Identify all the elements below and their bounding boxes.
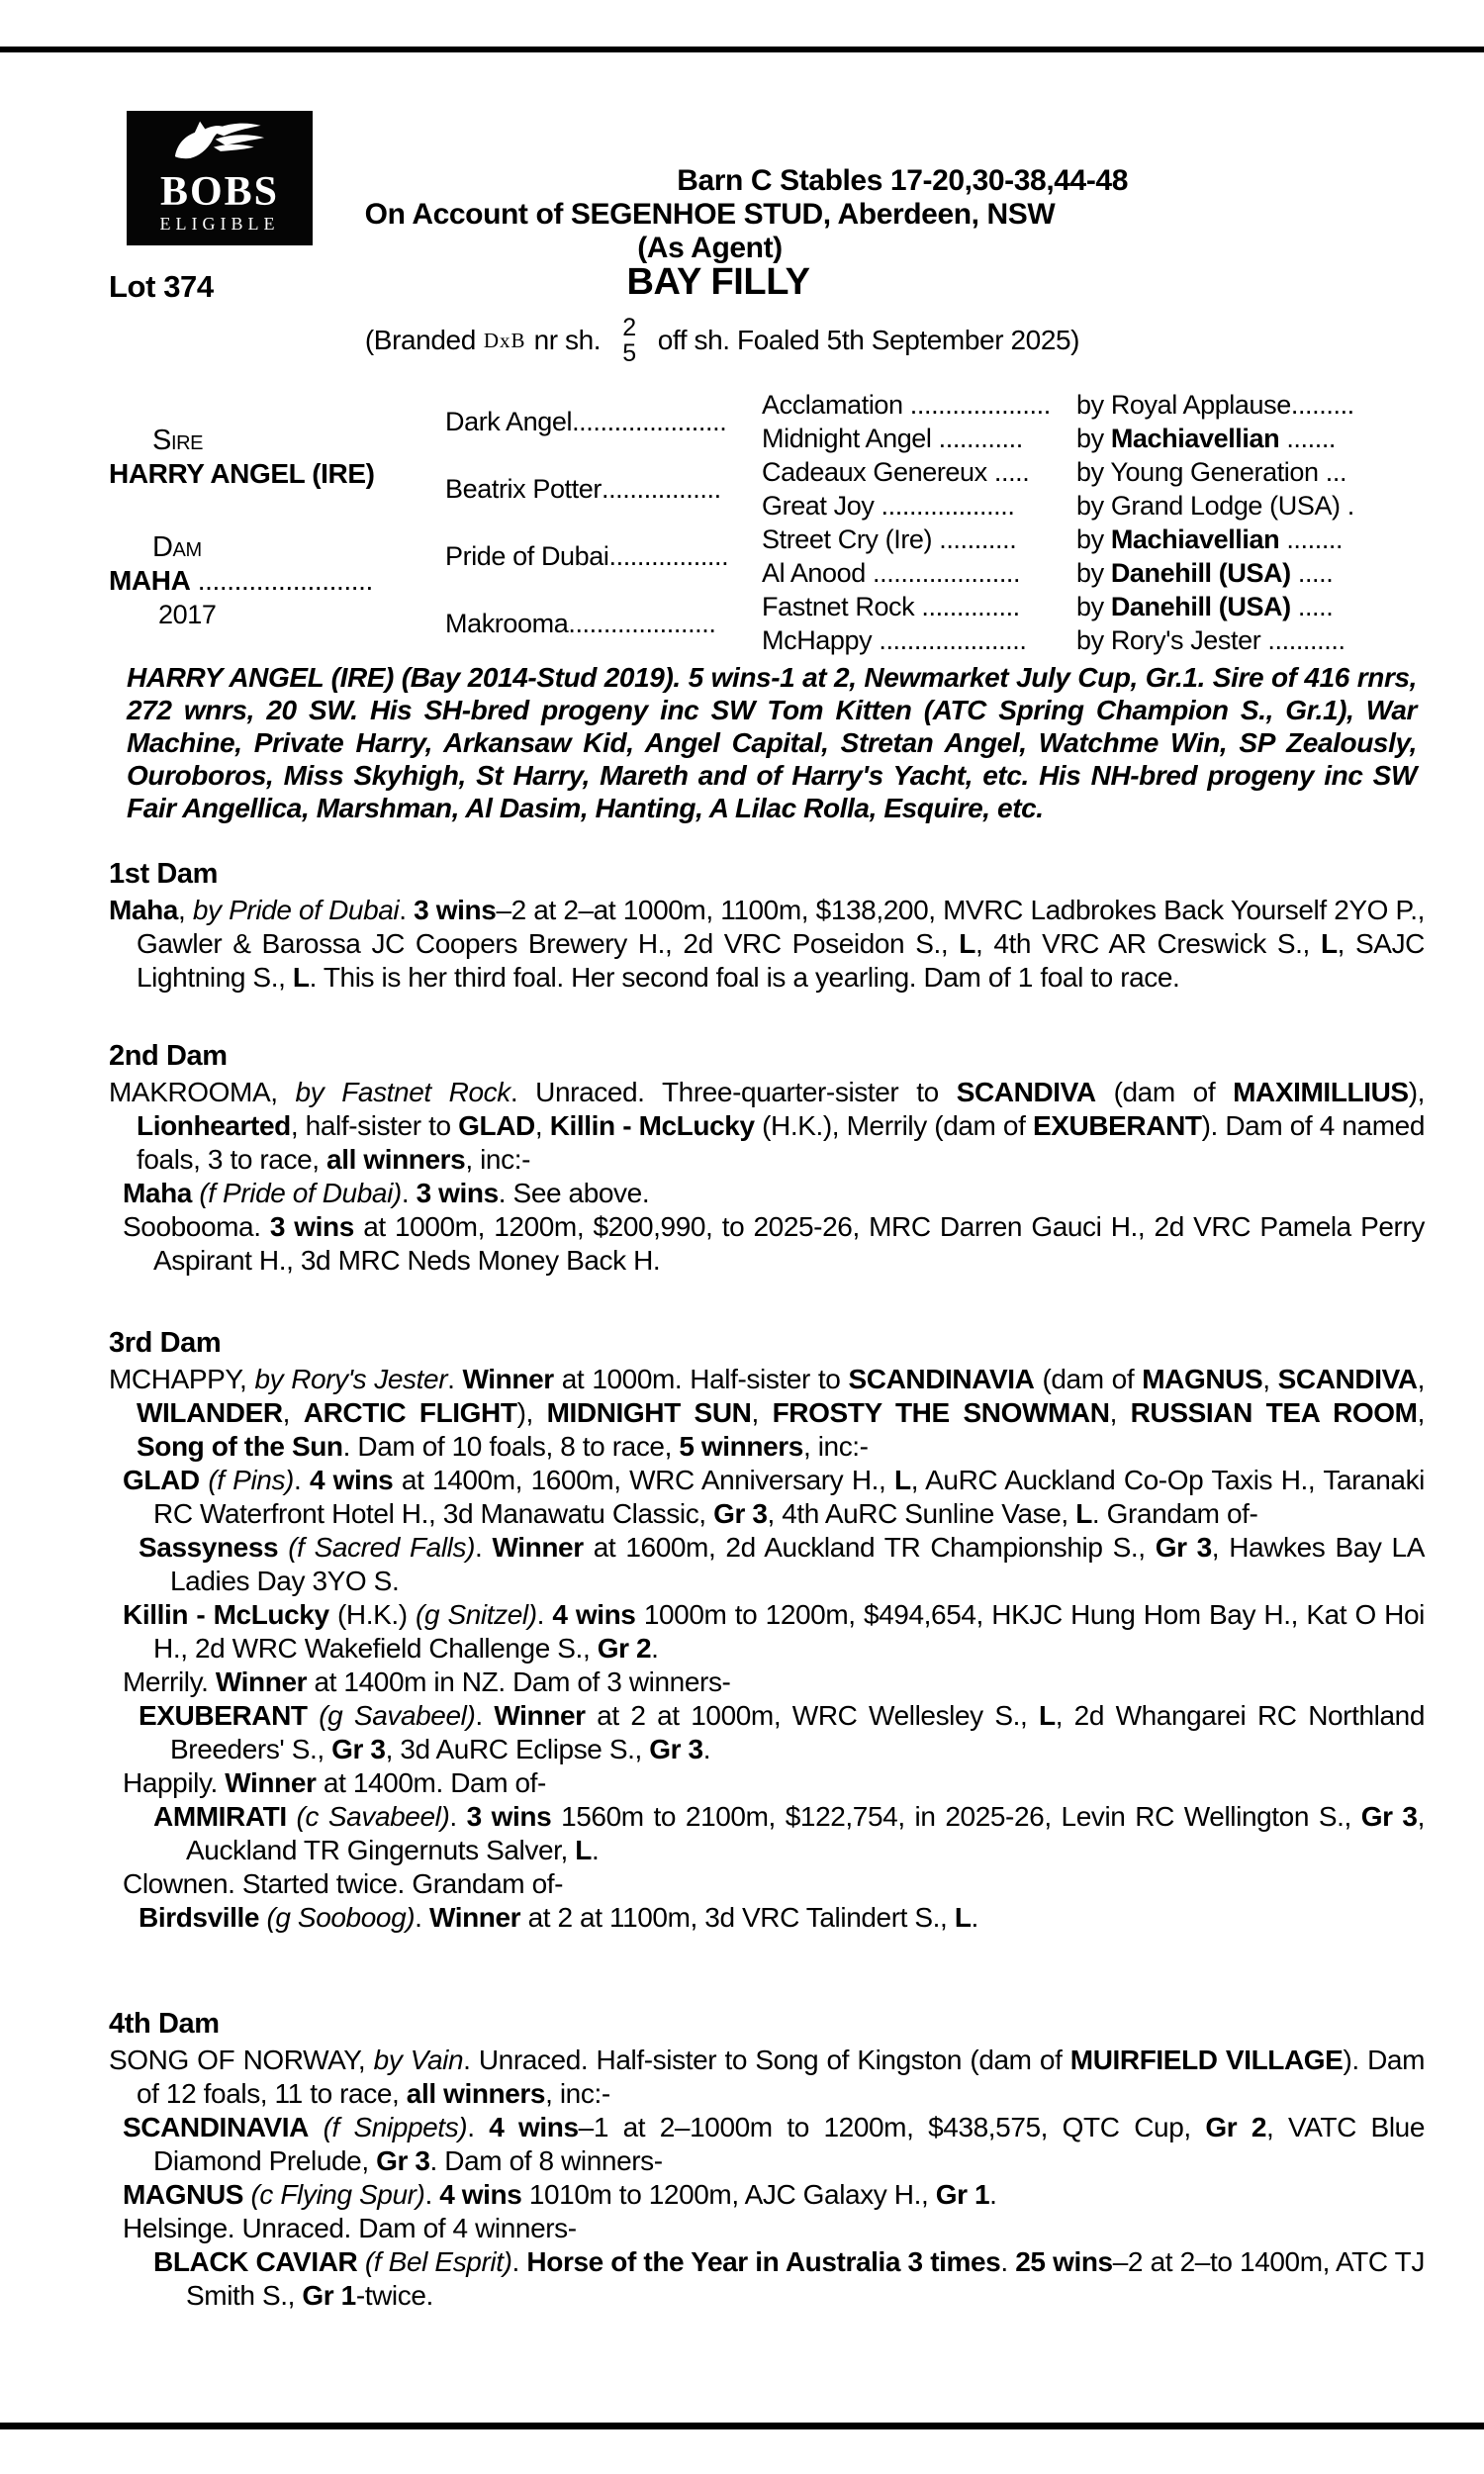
section-paragraphs xyxy=(109,1076,1425,1278)
catalog-paragraph: Happily. Winner at 1400m. Dam of- xyxy=(123,1767,546,1798)
section-heading: 1st Dam xyxy=(109,858,219,890)
pedigree-gen34-col xyxy=(762,388,1425,657)
pedigree-gen3-row xyxy=(762,590,1425,623)
pedigree-gen3-name: Al Anood ..................... xyxy=(762,558,1021,588)
pedigree-gen3-row xyxy=(762,556,1425,590)
dam-section-3 xyxy=(109,1326,1425,1935)
pedigree-table xyxy=(109,388,1425,657)
branded-line xyxy=(0,315,1444,366)
dam-block xyxy=(109,530,445,631)
dam-label: Dam xyxy=(152,531,202,563)
pedigree-gen3-name: McHappy ..................... xyxy=(762,625,1027,655)
pedigree-gen3-sire: by Young Generation ... xyxy=(1076,457,1347,487)
dam-name: MAHA ........................ xyxy=(109,565,373,596)
pedigree-gen3-name: Fastnet Rock .............. xyxy=(762,592,1020,621)
logo-subtitle: ELIGIBLE xyxy=(159,214,280,234)
branded-mid: nr sh. xyxy=(533,325,602,355)
pedigree-gen3-row xyxy=(762,455,1425,489)
catalog-paragraph: GLAD (f Pins). 4 wins at 1400m, 1600m, WRC Anniversary H., L, AuRC Auckland Co-Op Taxis H., Taranaki RC Waterfront Hotel H., 3d Manawatu Classic, Gr 3, 4th AuRC Sunline Vase, L. Grandam of- xyxy=(123,1465,1425,1529)
horse-title: BAY FILLY xyxy=(626,261,810,303)
pedigree-gen3-row xyxy=(762,489,1425,523)
brand-fraction-numerator: 2 xyxy=(622,314,636,341)
section-heading: 3rd Dam xyxy=(109,1327,222,1359)
pedigree-gen3-sire: by Danehill (USA) ..... xyxy=(1076,558,1334,588)
pedigree-gen2-row: Pride of Dubai ................. xyxy=(445,540,729,571)
pedigree-gen3-sire: by Grand Lodge (USA) . xyxy=(1076,491,1354,521)
barn-line: Barn C Stables 17-20,30-38,44-48 xyxy=(677,164,1128,197)
pedigree-gen3-name: Great Joy ................... xyxy=(762,491,1015,521)
horse-head-icon xyxy=(156,119,283,170)
pedigree-gen3-sire: by Rory's Jester ........... xyxy=(1076,625,1345,655)
catalog-paragraph: AMMIRATI (c Savabeel). 3 wins 1560m to 2100m, $122,754, in 2025-26, Levin RC Wellington S., Gr 3, Auckland TR Gingernuts Salver, L. xyxy=(153,1801,1425,1865)
agent-line: (As Agent) xyxy=(637,232,783,264)
pedigree-gen2-col xyxy=(445,388,757,657)
catalog-paragraph: SCANDINAVIA (f Snippets). 4 wins–1 at 2–1000m to 1200m, $438,575, QTC Cup, Gr 2, VATC Blue Diamond Prelude, Gr 3. Dam of 8 winners- xyxy=(123,2112,1425,2176)
catalog-paragraph: Killin - McLucky (H.K.) (g Snitzel). 4 wins 1000m to 1200m, $494,654, HKJC Hung Hom Bay H., Kat O Hoi H., 2d WRC Wakefield Challenge S., Gr 2. xyxy=(123,1599,1425,1664)
account-line: On Account of SEGENHOE STUD, Aberdeen, NSW xyxy=(364,198,1056,231)
brand-mark: DxB xyxy=(483,328,526,352)
section-heading: 2nd Dam xyxy=(109,1040,228,1072)
pedigree-gen3-row xyxy=(762,623,1425,657)
branded-suffix: off sh. Foaled 5th September 2025) xyxy=(657,325,1080,355)
pedigree-gen3-name: Acclamation .................... xyxy=(762,390,1051,420)
dam-section-2 xyxy=(109,1039,1425,1278)
catalog-paragraph: Merrily. Winner at 1400m in NZ. Dam of 3 winners- xyxy=(123,1666,731,1697)
pedigree-gen1-col xyxy=(109,388,445,657)
catalog-paragraph: MAKROOMA, by Fastnet Rock. Unraced. Three-quarter-sister to SCANDIVA (dam of MAXIMILLIUS), Lionhearted, half-sister to GLAD, Killin - McLucky (H.K.), Merrily (dam of EXUBERANT). Dam of 4 named foals, 3 to race, all winners, inc:- xyxy=(109,1077,1426,1175)
pedigree-gen3-sire: by Machiavellian ....... xyxy=(1076,424,1337,453)
section-paragraphs xyxy=(109,2044,1425,2313)
catalog-paragraph: Sassyness (f Sacred Falls). Winner at 1600m, 2d Auckland TR Championship S., Gr 3, Hawkes Bay LA Ladies Day 3YO S. xyxy=(139,1532,1426,1596)
section-paragraphs xyxy=(109,894,1425,995)
catalog-paragraph: BLACK CAVIAR (f Bel Esprit). Horse of the Year in Australia 3 times. 25 wins–2 at 2–to 1400m, ATC TJ Smith S., Gr 1-twice. xyxy=(153,2246,1425,2311)
catalog-paragraph: Birdsville (g Sooboog). Winner at 2 at 1100m, 3d VRC Talindert S., L. xyxy=(139,1902,978,1933)
catalog-paragraph: MCHAPPY, by Rory's Jester. Winner at 1000m. Half-sister to SCANDINAVIA (dam of MAGNUS, SCANDIVA, WILANDER, ARCTIC FLIGHT), MIDNIGHT SUN, FROSTY THE SNOWMAN, RUSSIAN TEA ROOM, Song of the Sun. Dam of 10 foals, 8 to race, 5 winners, inc:- xyxy=(109,1364,1425,1462)
sire-block xyxy=(109,424,445,491)
sire-label: Sire xyxy=(152,425,204,456)
pedigree-gen3-sire: by Machiavellian ........ xyxy=(1076,524,1344,554)
catalog-paragraph: EXUBERANT (g Savabeel). Winner at 2 at 1000m, WRC Wellesley S., L, 2d Whangarei RC Northland Breeders' S., Gr 3, 3d AuRC Eclipse S., Gr 3. xyxy=(139,1700,1425,1764)
bottom-rule xyxy=(0,2423,1484,2429)
pedigree-gen3-name: Midnight Angel ............ xyxy=(762,424,1023,453)
catalog-paragraph: Maha, by Pride of Dubai. 3 wins–2 at 2–at 1000m, 1100m, $138,200, MVRC Ladbrokes Back Yourself 2YO P., Gawler & Barossa JC Coopers Brewery H., 2d VRC Poseidon S., L, 4th VRC AR Creswick S., L, SAJC Lightning S., L. This is her third foal. Her second foal is a yearling. Dam of 1 foal to race. xyxy=(109,895,1426,993)
section-paragraphs xyxy=(109,1363,1425,1935)
catalog-paragraph: Helsinge. Unraced. Dam of 4 winners- xyxy=(123,2213,577,2243)
catalog-paragraph: Maha (f Pride of Dubai). 3 wins. See above. xyxy=(123,1178,650,1208)
pedigree-gen3-row xyxy=(762,523,1425,556)
sire-summary: HARRY ANGEL (IRE) (Bay 2014-Stud 2019). 5 wins-1 at 2, Newmarket July Cup, Gr.1. Sire of 416 rnrs, 272 wnrs, 20 SW. His SH-bred progeny inc SW Tom Kitten (ATC Spring Champion S., Gr.1), War Machine, Private Harry, Arkansaw Kid, Angel Capital, Stretan Angel, Watchme Win, SP Zealously, Ouroboros, Miss Skyhigh, St Harry, Mareth and of Harry's Yacht, etc. His NH-bred progeny inc SW Fair Angellica, Marshman, Al Dasim, Hanting, A Lilac Rolla, Esquire, etc. xyxy=(127,662,1417,823)
sire-name: HARRY ANGEL (IRE) xyxy=(109,458,375,489)
brand-fraction-denominator: 5 xyxy=(622,339,636,367)
section-heading: 4th Dam xyxy=(109,2008,220,2040)
pedigree-gen2-row: Makrooma ..................... xyxy=(445,608,716,638)
pedigree-gen3-sire: by Royal Applause......... xyxy=(1076,390,1354,420)
pedigree-gen3-sire: by Danehill (USA) ..... xyxy=(1076,592,1334,621)
top-rule xyxy=(0,47,1484,52)
pedigree-gen3-name: Cadeaux Genereux ..... xyxy=(762,457,1030,487)
lot-number: Lot 374 xyxy=(109,269,214,304)
pedigree-gen3-row xyxy=(762,388,1425,422)
catalog-paragraph: SONG OF NORWAY, by Vain. Unraced. Half-sister to Song of Kingston (dam of MUIRFIELD VILLAGE). Dam of 12 foals, 11 to race, all winners, inc:- xyxy=(109,2045,1426,2109)
catalog-paragraph: Clownen. Started twice. Grandam of- xyxy=(123,1868,564,1899)
pedigree-gen3-row xyxy=(762,422,1425,455)
catalog-paragraph: Soobooma. 3 wins at 1000m, 1200m, $200,990, to 2025-26, MRC Darren Gauci H., 2d VRC Pamela Perry Aspirant H., 3d MRC Neds Money Back H. xyxy=(123,1211,1426,1276)
dam-section-1 xyxy=(109,857,1425,995)
catalog-paragraph: MAGNUS (c Flying Spur). 4 wins 1010m to 1200m, AJC Galaxy H., Gr 1. xyxy=(123,2179,997,2210)
pedigree-gen2-row: Dark Angel ...................... xyxy=(445,406,727,436)
pedigree-gen2-row: Beatrix Potter ................. xyxy=(445,473,721,504)
dam-section-4 xyxy=(109,2007,1425,2313)
dam-year: 2017 xyxy=(158,600,217,629)
logo-title: BOBS xyxy=(159,169,280,215)
branded-prefix: (Branded xyxy=(364,325,476,355)
brand-fraction xyxy=(622,315,636,366)
pedigree-gen3-name: Street Cry (Ire) ........... xyxy=(762,524,1017,554)
